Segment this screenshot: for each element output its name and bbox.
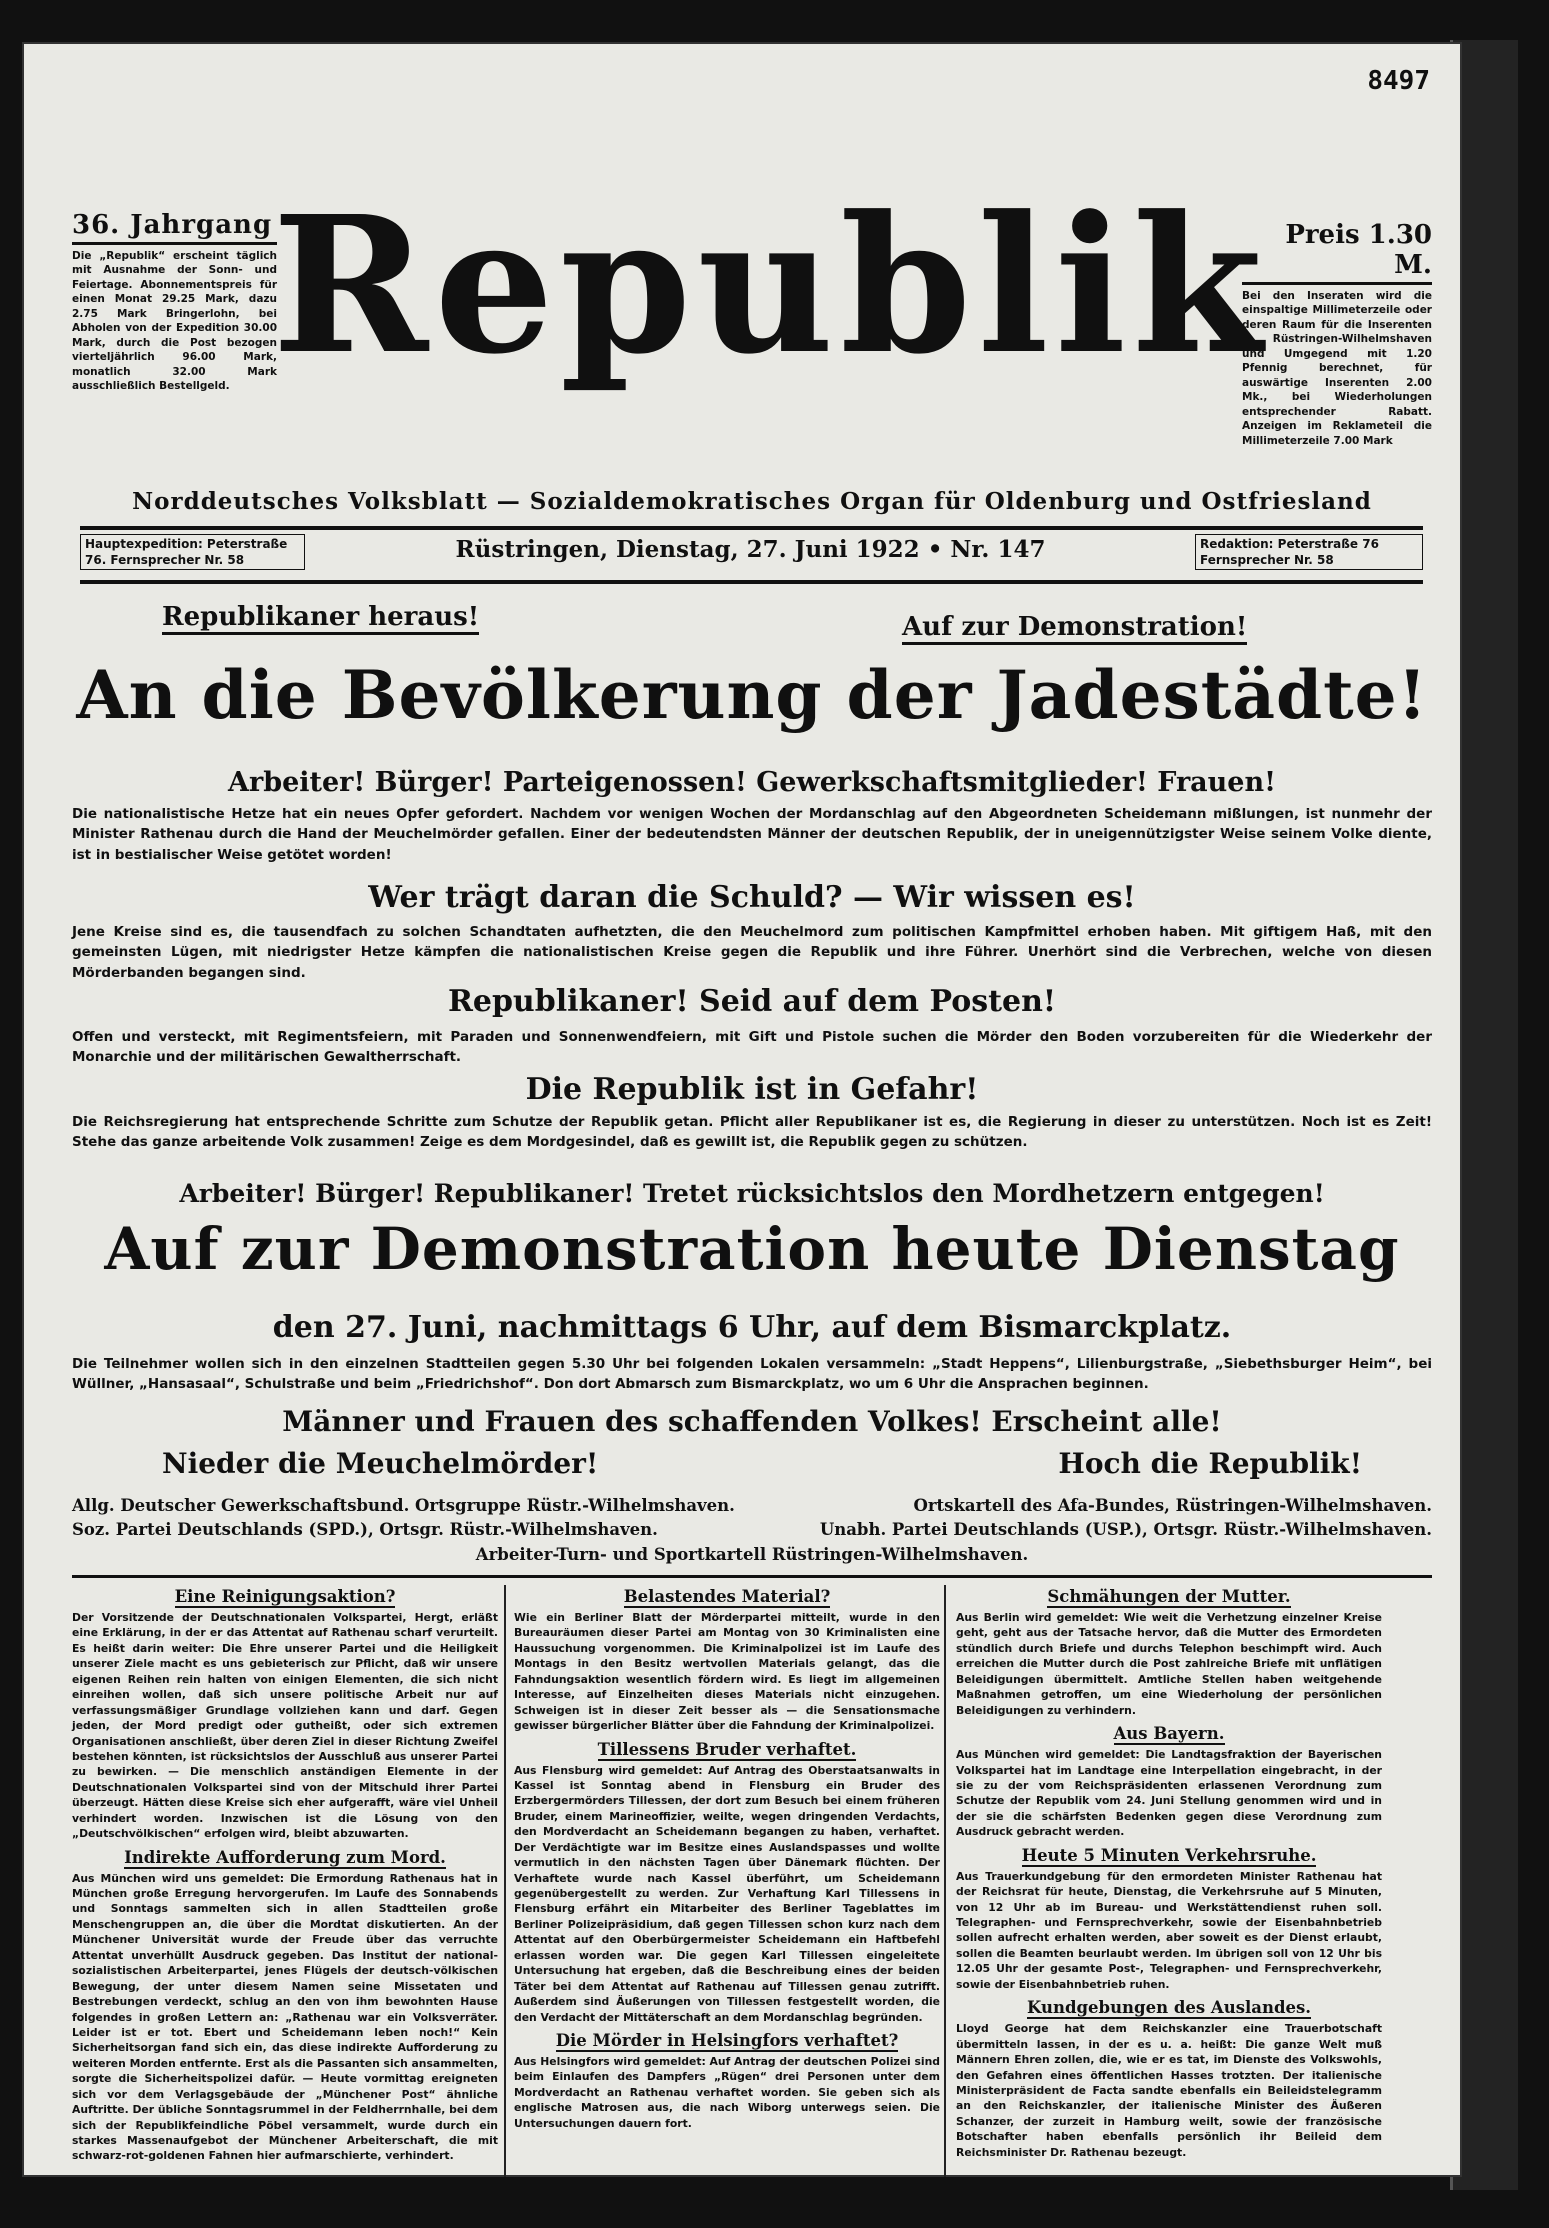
c1-heading-1 xyxy=(72,1587,498,1606)
column-top-rule xyxy=(72,1575,1432,1578)
c1-heading-2-text: Indirekte Aufforderung zum Mord. xyxy=(124,1847,446,1867)
c1-heading-1-text: Eine Reinigungsaktion? xyxy=(174,1587,396,1606)
c3-heading-3-text: Heute 5 Minuten Verkehrsruhe. xyxy=(1021,1845,1317,1865)
paragraph-5 xyxy=(72,1354,1432,1395)
ad-rates-text: Bei den Inseraten wird die einspaltige Millimeterzeile oder deren Raum für die Inserenten in Rüstringen-Wilhelmshaven und Umgegend mit 1.20 Pfennig berechnet, für auswärtige Inserenten 2.00 Mk., bei Wiederholungen entsprechender Rabatt. Anzeigen im Reklameteil die Millimeterzeile 7.00 Mark xyxy=(1242,290,1432,447)
signatory-afa: Ortskartell des Afa-Bundes, Rüstringen-Wilhelmshaven. xyxy=(913,1496,1432,1515)
c3-heading-1 xyxy=(956,1587,1382,1606)
column-separator-1 xyxy=(504,1585,506,2177)
hauptexpedition-box: Hauptexpedition: Peterstraße 76. Fernsprecher Nr. 58 xyxy=(80,534,305,570)
newspaper-page xyxy=(22,42,1462,2177)
c2-heading-3-text: Die Mörder in Helsingfors verhaftet? xyxy=(555,2030,899,2050)
call-people: Männer und Frauen des schaffenden Volkes! Erscheint alle! xyxy=(282,1405,1222,1438)
long-live-republic: Hoch die Republik! xyxy=(1058,1447,1362,1480)
c1-text-1: Der Vorsitzende der Deutschnationalen Volkspartei, Hergt, erläßt eine Erklärung, in der er das Attentat auf Rathenau scharf verurteilt. Es heißt darin weiter: Die Ehre unserer Partei und die Heiligkeit unserer Ziele macht es uns gebieterisch zur Pflicht, daß wir unsere eigenen Reihen rein halten von einigen Elementen, die sich nicht einreihen wollen, daß sich unsere politische Arbeit nur auf verfassungsmäßiger Grundlage vollziehen kann und darf. Gegen jeden, der Mord predigt oder gutheißt, oder sich extremen Organisationen anschließt, über deren Ziel in dieser Richtung Zweifel bestehen könnten, ist rücksichtslos der Ausschluß aus unserer Partei zu bewirken. — Die menschlich anständigen Elemente in der Deutschnationalen Volkspartei sind von der Mitschuld ihrer Partei überzeugt. Hätten diese Kreise sich eher aufgerafft, wäre viel Unheil verhindert worden. Inzwischen ist die Lösung von den „Deutschvölkischen“ erfolgen wird, bleibt abzuwarten. xyxy=(72,1611,498,1841)
subscription-box xyxy=(72,210,277,394)
c3-text-1: Aus Berlin wird gemeldet: Wie weit die Verhetzung einzelner Kreise geht, geht aus der Tatsache hervor, daß die Mutter des Ermordeten stündlich durch Briefe und durchs Telephon beschimpft wird. Auch erreichen die Mutter durch die Post zahlreiche Briefe mit unflätigen Beleidigungen übermittelt. Amtliche Stellen haben weitgehende Maßnahmen getroffen, um eine Wiederholung der persönlichen Beleidigungen zu verhindern. xyxy=(956,1611,1382,1717)
question-heading: Wer trägt daran die Schuld? — Wir wissen es! xyxy=(368,880,1136,915)
signatory-sport: Arbeiter-Turn- und Sportkartell Rüstringen-Wilhelmshaven. xyxy=(475,1544,1029,1564)
c2-text-1: Wie ein Berliner Blatt der Mörderpartei mitteilt, wurde in den Bureauräumen dieser Partei am Montag von 30 Kriminalisten eine Haussuchung vorgenommen. Die Kriminalpolizei ist im Laufe des Montags in den Besitz wertvollen Materials gelangt, das die Fahndungsaktion wesentlich fördern wird. Es liegt im allgemeinen Interesse, auf Einzelheiten dieses Materials nicht einzugehen. Schweigen ist in dieser Zeit besser als — die Sensationsmache gewisser bürgerlicher Blätter über die Fahndung der Kriminalpolizei. xyxy=(514,1611,940,1733)
signatory-row-1 xyxy=(72,1494,1432,1518)
signatory-spd: Soz. Partei Deutschlands (SPD.), Ortsgr. Rüstr.-Wilhelmshaven. xyxy=(72,1520,658,1540)
price-box xyxy=(1242,220,1432,448)
call-post-heading: Republikaner! Seid auf dem Posten! xyxy=(447,984,1057,1019)
c3-heading-3 xyxy=(956,1846,1382,1865)
slogan-right: Auf zur Demonstration! xyxy=(902,612,1247,645)
paragraph-1-text: Die nationalistische Hetze hat ein neues Opfer gefordert. Nachdem vor wenigen Wochen der Mordanschlag auf den Abgeordneten Scheidemann mißlungen, ist nunmehr der Minister Rathenau durch die Hand der Meuchelmörder gefallen. Einer der bedeutendsten Männer der deutschen Republik, der in uneigennützigster Weise seinem Volke diente, ist in bestialischer Weise getötet worden! xyxy=(72,806,1432,863)
main-headline: An die Bevölkerung der Jadestädte! xyxy=(76,656,1428,734)
price-label: Preis 1.30 M. xyxy=(1242,220,1432,285)
c3-text-4: Lloyd George hat dem Reichskanzler eine Trauerbotschaft übermitteln lassen, in der es u. a. heißt: Die ganze Welt muß Männern Ehren zollen, die, wie er es tat, im Dienste des Volkswohls, den Gefahren eines öffentlichen Hasses trotzten. Der italienische Ministerpräsident de Facta sandte ebenfalls ein Beileidstelegramm an den Reichskanzler, der italienische Minister des Äußeren Schanzer, der zurzeit in Hamburg weilt, sowie der französische Botschafter haben ebenfalls persönlich ihr Beileid dem Reichsminister Dr. Rathenau bezeugt. xyxy=(956,2022,1382,2159)
c3-text-3: Aus Trauerkundgebung für den ermordeten Minister Rathenau hat der Reichsrat für heute, Dienstag, die Verkehrsruhe auf 5 Minuten, von 12 Uhr ab im Bureau- und Werkstättendienst ruhen soll. Telegraphen- und Fernsprechverkehr, sowie der Eisenbahnbetrieb sollen aufrecht erhalten werden, aber soweit es der Dienst erlaubt, sollen die Beamten beurlaubt werden. Im übrigen soll von 12 Uhr bis 12.05 Uhr der gesamte Post-, Telegraphen- und Fernsprechverkehr, sowie der Eisenbahnbetrieb ruhen. xyxy=(956,1869,1382,1991)
paragraph-1 xyxy=(72,804,1432,865)
paragraph-3-text: Offen und versteckt, mit Regimentsfeiern, mit Paraden und Sonnenwendfeiern, mit Gift und Pistole suchen die Mörder den Boden vorzubereiten für die Wiederkehr der Monarchie und der militärischen Gewaltherrschaft. xyxy=(72,1029,1432,1066)
demo-headline: Auf zur Demonstration heute Dienstag xyxy=(104,1215,1400,1283)
c3-text-2: Aus München wird gemeldet: Die Landtagsfraktion der Bayerischen Volkspartei hat im Landtage eine Interpellation eingebracht, in der sie zu der vom Reichspräsidenten erlassenen Verordnung zum Schutze der Republik vom 24. Juni Stellung genommen wird und in der sie die schärfsten Bedenken gegen diese Verordnung zum Ausdruck gebracht werden. xyxy=(956,1748,1382,1839)
c3-heading-2-text: Aus Bayern. xyxy=(1113,1724,1225,1744)
column-1 xyxy=(72,1585,498,2170)
info-bar xyxy=(80,526,1423,584)
c1-heading-2 xyxy=(72,1848,498,1867)
date-line: Rüstringen, Dienstag, 27. Juni 1922 • Nr. 147 xyxy=(455,536,1046,563)
c2-heading-2 xyxy=(514,1740,940,1759)
c3-heading-4-text: Kundgebungen des Auslandes. xyxy=(1026,1998,1312,2018)
column-2 xyxy=(514,1585,940,2137)
signatory-row-2 xyxy=(72,1518,1432,1542)
c2-text-3: Aus Helsingfors wird gemeldet: Auf Antrag der deutschen Polizei sind beim Einlaufen des Dampfers „Rügen“ drei Personen unter dem Mordverdacht an Rathenau verhaftet worden. Sie geben sich als englische Matrosen aus, die nach Wiborg unterwegs seien. Die Untersuchungen dauern fort. xyxy=(514,2054,941,2130)
signatories xyxy=(72,1494,1432,1567)
masthead-subtitle: Norddeutsches Volksblatt — Sozialdemokratisches Organ für Oldenburg und Ostfriesland xyxy=(132,488,1372,515)
c2-heading-1 xyxy=(514,1587,940,1606)
masthead-title: Republik xyxy=(272,175,1269,396)
paragraph-2-text: Jene Kreise sind es, die tausendfach zu solchen Schandtaten aufhetzten, die den Meuchelmord zum politischen Kampfmittel erhoben haben. Mit giftigem Haß, mit den gemeinsten Lügen, mit niedrigster Hetze kämpfen die nationalistischen Kreise gegen die Republik und ihre Führer. Unerhört sind die Verbrechen, welche von diesen Mörderbanden begangen sind. xyxy=(72,924,1432,981)
paragraph-5-text: Die Teilnehmer wollen sich in den einzelnen Stadtteilen gegen 5.30 Uhr bei folgenden Lokalen versammeln: „Stadt Heppens“, Lilienburgstraße, „Siebethsburger Heim“, bei Wüllner, „Hansasaal“, Schulstraße und beim „Friedrichshof“. Don dort Abmarsch zum Bismarckplatz, wo um 6 Uhr die Ansprachen beginnen. xyxy=(72,1356,1432,1393)
redaktion-box: Redaktion: Peterstraße 76 Fernsprecher Nr. 58 xyxy=(1195,534,1423,570)
c2-text-2: Aus Flensburg wird gemeldet: Auf Antrag des Oberstaatsanwalts in Kassel ist Sonntag abend in Flensburg ein Bruder des Erzbergermörders Tillessen, der dort zum Besuch bei einem früheren Bruder, einem Marineoffizier, weilte, wegen dringenden Verdachts, den Mordverdacht an Scheidemann begangen zu haben, verhaftet. Der Verdächtigte war im Besitze eines Auslandspasses und wollte vermutlich in den nächsten Tagen über Dänemark flüchten. Der Verhaftete wurde nach Kassel überführt, um Scheidemann gegenübergestellt zu werden. Zur Verhaftung Karl Tillessens in Flensburg erfährt ein Mitarbeiter des Berliner Tageblattes im Berliner Polizeipräsidium, daß gegen Tillessen schon kurz nach dem Attentat auf den Oberbürgermeister Scheidemann ein Haftbefehl erlassen worden war. Die gegen Karl Tillessen eingeleitete Untersuchung hat ergeben, daß die Beschreibung eines der beiden Täter bei dem Attentat auf Rathenau auf Tillessen genau zutrifft. Außerdem sind Äußerungen von Tillessen festgestellt worden, die den Verdacht der Mittäterschaft an dem Mordanschlag begründen. xyxy=(514,1763,940,2024)
signatory-usp: Unabh. Partei Deutschlands (USP.), Ortsgr. Rüstr.-Wilhelmshaven. xyxy=(819,1520,1432,1540)
paragraph-4 xyxy=(72,1112,1432,1153)
slogan-row xyxy=(162,1447,1362,1480)
slogan-left: Republikaner heraus! xyxy=(162,602,479,635)
c2-heading-3 xyxy=(514,2031,940,2050)
subscription-text: Die „Republik“ erscheint täglich mit Ausnahme der Sonn- und Feiertage. Abonnementspreis für einen Monat 29.25 Mark, dazu 2.75 Mark Bringerlohn, bei Abholen von der Expedition 30.00 Mark, durch die Post bezogen vierteljährlich 96.00 Mark, monatlich 32.00 Mark ausschließlich Bestellgeld. xyxy=(72,250,277,393)
year-label: 36. Jahrgang xyxy=(72,210,277,245)
demo-time: den 27. Juni, nachmittags 6 Uhr, auf dem Bismarckplatz. xyxy=(272,1310,1232,1345)
paragraph-4-text: Die Reichsregierung hat entsprechende Schritte zum Schutze der Republik getan. Pflicht aller Republikaner ist es, die Regierung in dieser zu unterstützen. Noch ist es Zeit! Stehe das ganze arbeitende Volk zusammen! Zeige es dem Mordgesindel, daß es gewillt ist, die Republik gegen zu schützen. xyxy=(72,1114,1432,1151)
c3-heading-2 xyxy=(956,1724,1382,1743)
c1-text-2: Aus München wird uns gemeldet: Die Ermordung Rathenaus hat in München große Erregung hervorgerufen. Im Laufe des Sonnabends und Sonntags sammelten sich in allen Stadtteilen große Menschengruppen an, die über die Mordtat diskutierten. An der Münchener Universität wurde der Freude über das verruchte Attentat unverhüllt Ausdruck gegeben. Das Institut der national-sozialistischen Arbeiterpartei, jenes Flügels der deutsch-völkischen Bewegung, der unter diesem Namen seine Missetaten und Bestrebungen verdeckt, schlug an den von ihm bewohnten Hause folgendes in großen Lettern an: „Rathenau war ein Volksverräter. Leider ist er tot. Ebert und Scheidemann leben noch!“ Kein Sicherheitsorgan fand sich ein, das diese indirekte Aufforderung zu weiteren Morden entfernte. Erst als die Passanten sich ansammelten, sorgte die Sicherheitspolizei dafür. — Heute vormittag ereigneten sich vor dem Verlagsgebäude der „Münchener Post“ ähnliche Auftritte. Der übliche Sonntagsrummel in der Feldherrnhalle, bei dem sich der Republikfeindliche Pöbel versammelt, wurde durch ein starkes Massenaufgebot der Münchener Arbeiterschaft, die mit schwarz-rot-goldenen Fahnen hier aufmarschierte, verhindert. xyxy=(72,1871,498,2163)
danger-heading: Die Republik ist in Gefahr! xyxy=(525,1072,979,1107)
down-murderers: Nieder die Meuchelmörder! xyxy=(162,1447,599,1480)
address-line: Arbeiter! Bürger! Parteigenossen! Gewerkschaftsmitglieder! Frauen! xyxy=(228,767,1276,798)
c3-heading-4 xyxy=(956,1998,1382,2017)
paragraph-3 xyxy=(72,1027,1432,1068)
c2-heading-2-text: Tillessens Bruder verhaftet. xyxy=(597,1739,857,1759)
call-workers: Arbeiter! Bürger! Republikaner! Tretet rücksichtslos den Mordhetzern entgegen! xyxy=(179,1179,1325,1208)
signatory-adgb: Allg. Deutscher Gewerkschaftsbund. Ortsgruppe Rüstr.-Wilhelmshaven. xyxy=(72,1496,735,1515)
column-separator-2 xyxy=(944,1585,946,2177)
c2-heading-1-text: Belastendes Material? xyxy=(623,1587,831,1606)
paragraph-2 xyxy=(72,922,1432,983)
c3-heading-1-text: Schmähungen der Mutter. xyxy=(1047,1587,1291,1606)
page-stamp: 8497 xyxy=(1367,66,1430,96)
column-3 xyxy=(956,1585,1382,2166)
